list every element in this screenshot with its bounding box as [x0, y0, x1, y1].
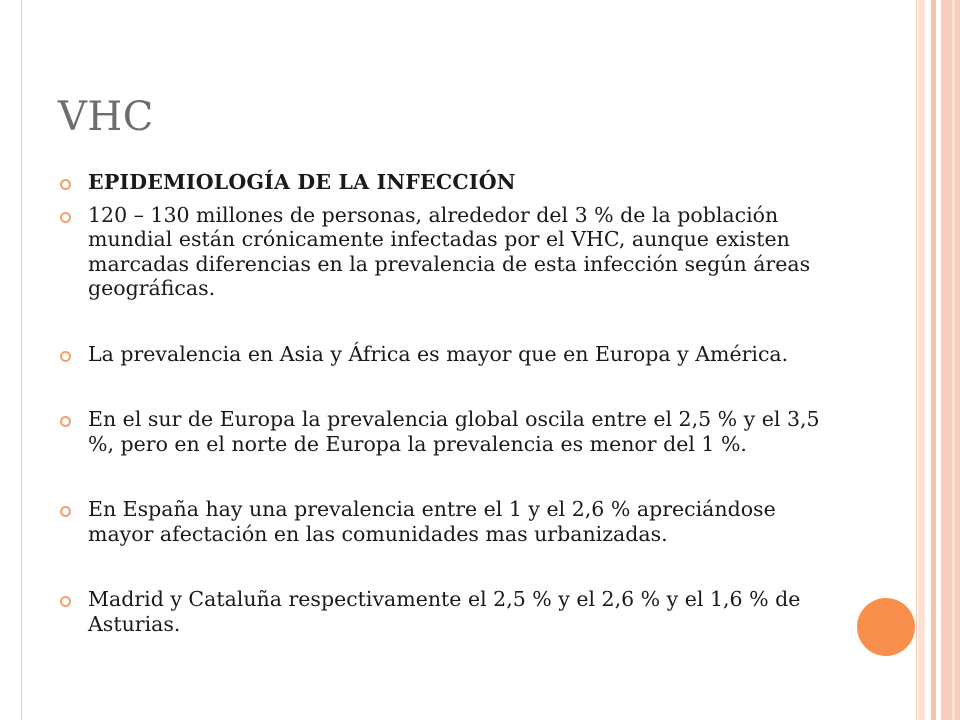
list-item — [58, 170, 838, 195]
bullet-text: En España hay una prevalencia entre el 1 y el 2,6 % apreciándose mayor afectación en las comunidades mas urbanizadas. — [88, 497, 776, 546]
decorative-circle-icon — [857, 598, 915, 656]
list-item — [58, 342, 838, 367]
list-item — [58, 497, 838, 546]
bullet-text: Madrid y Cataluña respectivamente el 2,5 % y el 2,6 % y el 1,6 % de Asturias. — [88, 587, 801, 636]
decorative-stripe — [952, 0, 955, 720]
bullet-icon — [60, 596, 71, 607]
decorative-stripe — [918, 0, 925, 720]
bullet-icon — [60, 506, 71, 517]
bullet-text: En el sur de Europa la prevalencia global oscila entre el 2,5 % y el 3,5 %, pero en el norte de Europa la prevalencia es menor del 1 %. — [88, 407, 820, 456]
list-item — [58, 587, 838, 636]
bullet-text: La prevalencia en Asia y África es mayor que en Europa y América. — [88, 341, 789, 366]
decorative-stripe — [941, 0, 960, 720]
bullet-icon — [60, 179, 71, 190]
bullet-list — [58, 170, 838, 636]
bullet-icon — [60, 351, 71, 362]
bullet-heading: EPIDEMIOLOGÍA DE LA INFECCIÓN — [88, 170, 516, 194]
bullet-icon — [60, 416, 71, 427]
list-item — [58, 407, 838, 456]
bullet-icon — [60, 212, 71, 223]
slide-title: VHC — [58, 94, 154, 140]
list-item — [58, 203, 838, 301]
bullet-text: 120 – 130 millones de personas, alrededor del 3 % de la población mundial están crónicamente infectadas por el VHC, aunque existen marcadas diferencias en la prevalencia de esta infección según áreas geográficas. — [88, 202, 811, 300]
